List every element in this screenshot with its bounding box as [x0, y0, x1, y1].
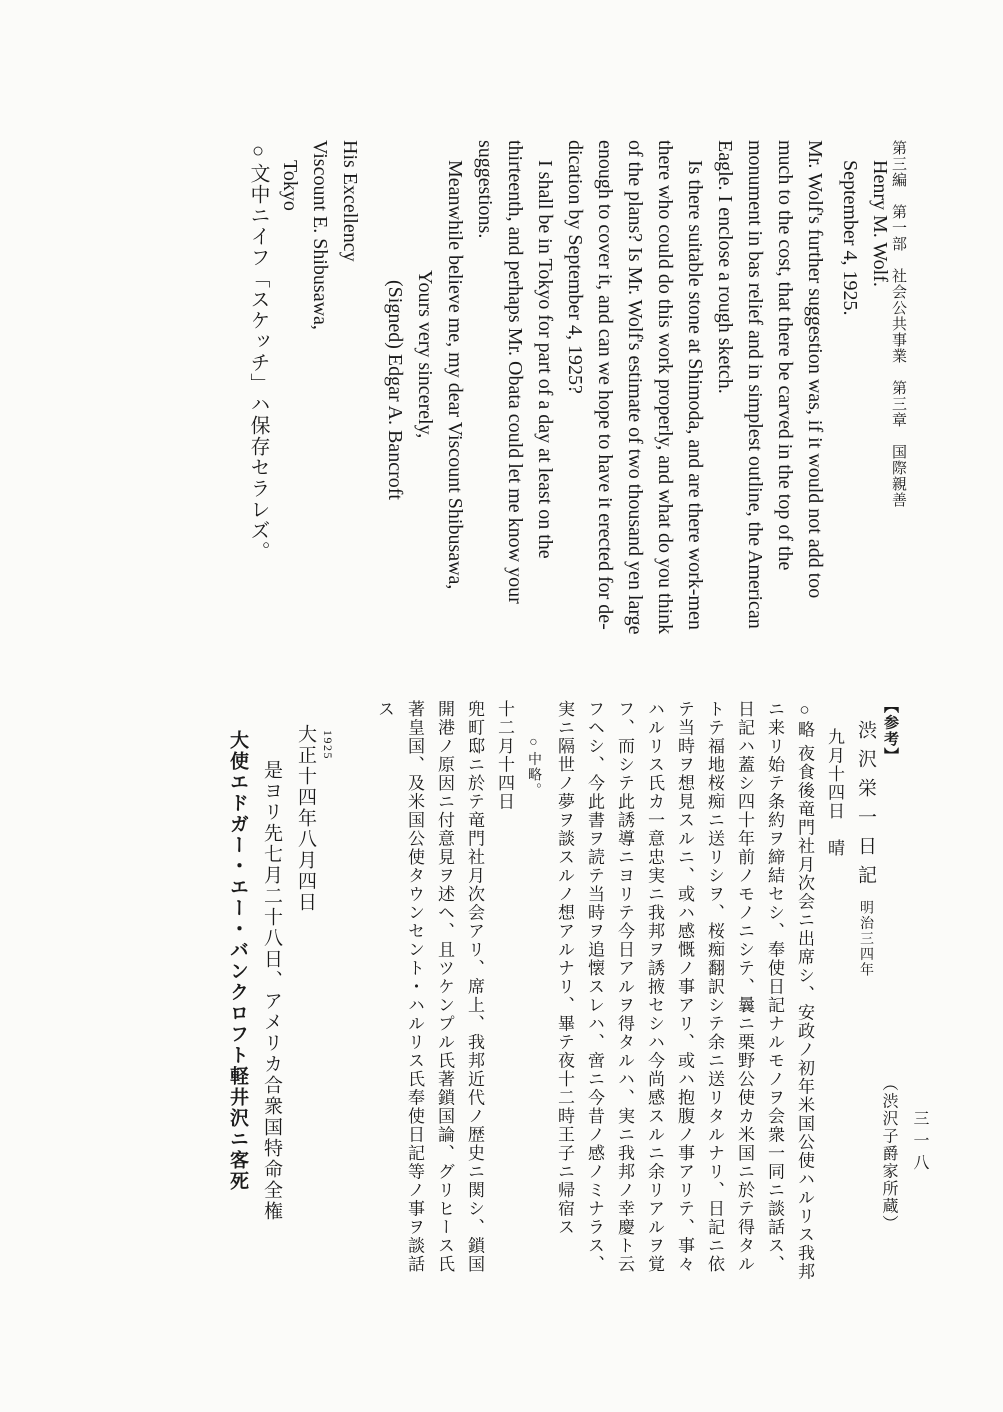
letter-line: Is there suitable stone at Shimoda, and are there work-men [684, 160, 706, 630]
editor-note: ○文中ニイフ「スケッチ」ハ保存セラレズ。 [247, 140, 269, 562]
letter-line: thirteenth, and perhaps Mr. Obata could let me know your [504, 140, 526, 604]
section-date: 大正十四年八月四日 [295, 724, 316, 913]
source-note: （渋沢子爵家所蔵） [880, 1075, 897, 1233]
section-text: 是ヨリ先七月二十八日、アメリカ合衆国特命全権 [261, 760, 282, 1222]
letter-line: dication by September 4, 1925? [564, 140, 586, 394]
diary-title: 渋沢栄一日記 [855, 720, 876, 894]
signature-wolf: Henry M. Wolf. [869, 160, 891, 287]
letter-line: Eagle. I enclose a rough sketch. [714, 140, 736, 394]
closing-line: Meanwhile believe me, my dear Viscount Shibusawa, [444, 160, 466, 590]
page-number: 三一八 [911, 1110, 928, 1176]
diary-year: 明治三四年 [858, 900, 873, 978]
letter-section [180, 140, 900, 660]
diary-line: トテ福地桜痴ニ送リシヲ、桜痴翻訳シテ余ニ送リタルナリ、日記ニ依 [705, 700, 724, 1274]
letter-line: much to the cost, that there be carved in the top of the [774, 140, 796, 571]
letter-line: of the plans? Is Mr. Wolf's estimate of two thousand yen large [624, 140, 646, 635]
addressee-line: Tokyo [279, 160, 301, 211]
diary-line: フヘシ、今此書ヲ読テ当時ヲ追懐スレハ、啻ニ今昔ノ感ノミナラス、 [585, 700, 604, 1274]
date-wolf: September 4, 1925. [839, 160, 861, 316]
omission-mark: ○中略。 [526, 735, 541, 798]
diary-line: 日記ハ蓋シ四十年前ノモノニシテ、曩ニ栗野公使カ米国ニ於テ得タル [735, 700, 754, 1274]
diary-line: 開港ノ原因ニ付意見ヲ述ヘ、且ツケンプル氏著鎖国論、グリヒース氏 [435, 700, 454, 1274]
diary-line: 実ニ隔世ノ夢ヲ談スルノ想アルナリ、畢テ夜十二時王子ニ帰宿ス [555, 700, 574, 1237]
date-line: 九月十四日 晴 [825, 728, 844, 858]
section-text: 大使エドガー・エー・バンクロフト軽井沢ニ客死 [227, 730, 248, 1192]
letter-line: monument in bas relief and in simplest outline, the American [744, 140, 766, 629]
letter-line: there who could do this work properly, and what do you think [654, 140, 676, 635]
diary-line: ハルリス氏カ一意忠実ニ我邦ヲ誘掖セシハ今尚感スルニ余リアルヲ覚 [645, 700, 664, 1274]
diary-line: ○略 夜食後竜門社月次会ニ出席シ、安政ノ初年米国公使ハルリス我邦 [795, 700, 814, 1282]
date-line: 十二月十四日 [495, 700, 514, 811]
letter-line: I shall be in Tokyo for part of a day at least on the [534, 160, 556, 559]
addressee-line: His Excellency [339, 140, 361, 262]
diary-line: フ、而シテ此誘導ニヨリテ今日アルヲ得タルハ、実ニ我邦ノ幸慶ト云 [615, 700, 634, 1274]
year-note: 1925 [321, 730, 335, 760]
signed-line: (Signed) Edgar A. Bancroft [384, 280, 406, 500]
diary-line: ス [375, 700, 394, 719]
reference-tag: 【参考】 [882, 698, 898, 764]
letter-line: enough to cover it, and can we hope to have it erected for de- [594, 140, 616, 630]
diary-line: テ当時ヲ想見スルニ、或ハ感慨ノ事アリ、或ハ抱腹ノ事アリテ、事々 [675, 700, 694, 1274]
letter-line: Mr. Wolf's further suggestion was, if it would not add too [804, 140, 826, 599]
diary-line: ニ来リ始テ条約ヲ締結セシ、奉使日記ナルモノヲ会衆一同ニ談話ス、 [765, 700, 784, 1274]
running-head: 第三編 第一部 社会公共事業 第三章 国際親善 [890, 140, 906, 508]
diary-line: 兜町邸ニ於テ竜門社月次会アリ、席上、我邦近代ノ歴史ニ関シ、鎖国 [465, 700, 484, 1274]
closing-line: Yours very sincerely, [414, 270, 436, 439]
diary-line: 著皇国、及米国公使タウンセント・ハルリス氏奉使日記等ノ事ヲ談話 [405, 700, 424, 1274]
addressee-line: Viscount E. Shibusawa, [309, 140, 331, 330]
letter-line: suggestions. [474, 140, 496, 239]
